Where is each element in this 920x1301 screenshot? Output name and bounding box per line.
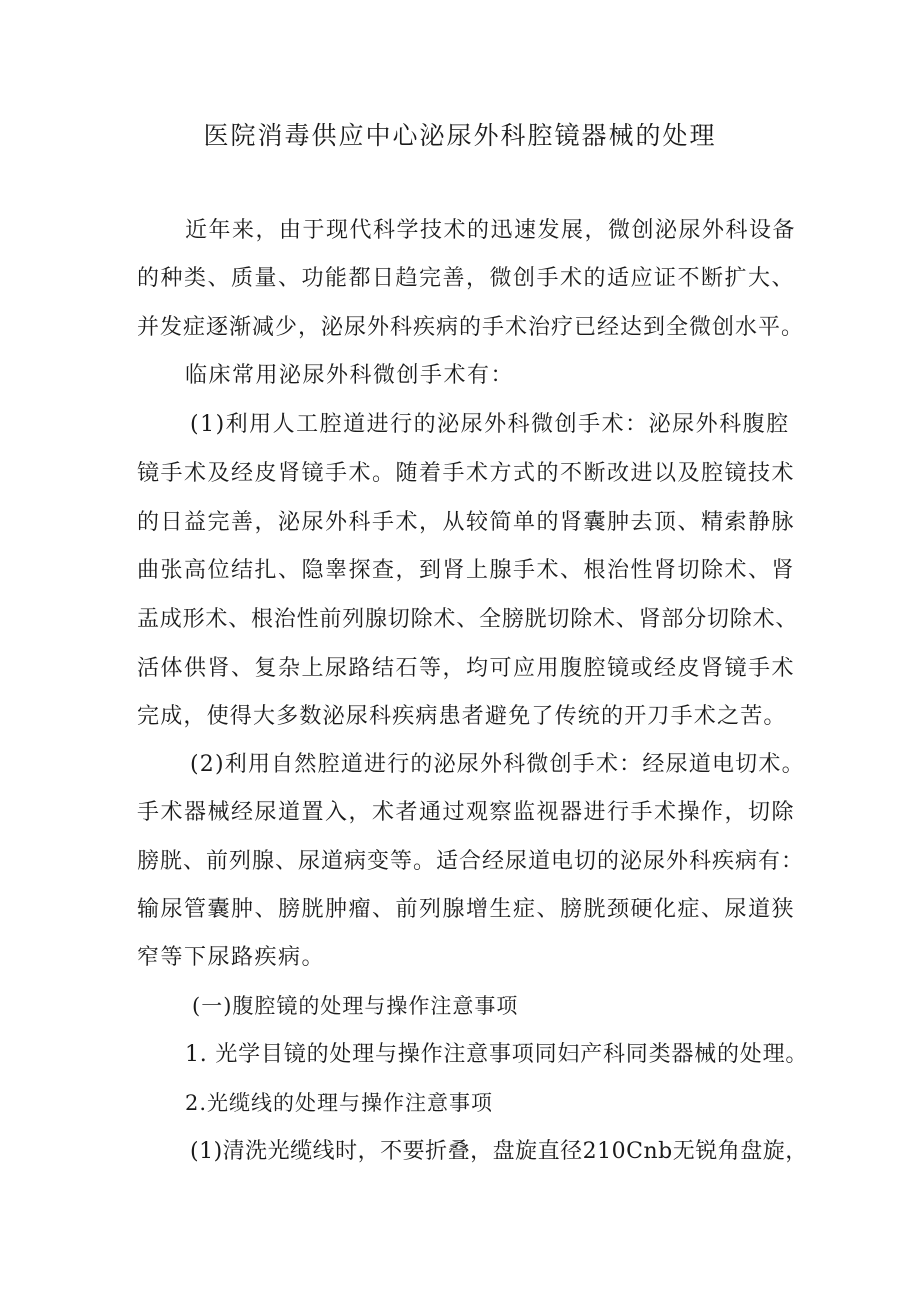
section-heading: (一)腹腔镜的处理与操作注意事项 xyxy=(192,994,519,1018)
subsection-heading: 2.光缆线的处理与操作注意事项 xyxy=(185,1091,494,1115)
paragraph-line: 曲张高位结扎、隐睾探查，到肾上腺手术、根治性肾切除术、肾 xyxy=(137,558,796,583)
paragraph-line: 完成，使得大多数泌尿科疾病患者避免了传统的开刀手术之苦。 xyxy=(137,704,787,729)
list-item: 1. 光学目镜的处理与操作注意事项同妇产科同类器械的处理。 xyxy=(185,1042,809,1067)
paragraph-line: 输尿管囊肿、膀胱肿瘤、前列腺增生症、膀胱颈硬化症、尿道狭 xyxy=(137,897,796,922)
paragraph-line: 近年来，由于现代科学技术的迅速发展，微创泌尿外科设备 xyxy=(185,218,797,243)
paragraph-line: 盂成形术、根治性前列腺切除术、全膀胱切除术、肾部分切除术、 xyxy=(137,607,799,632)
document-title: 医院消毒供应中心泌尿外科腔镜器械的处理 xyxy=(203,121,717,150)
paragraph-line: 活体供肾、复杂上尿路结石等，均可应用腹腔镜或经皮肾镜手术 xyxy=(137,656,796,681)
paragraph-line: 的日益完善，泌尿外科手术，从较简单的肾囊肿去顶、精索静脉 xyxy=(137,510,796,535)
paragraph-line: 临床常用泌尿外科微创手术有： xyxy=(185,363,515,388)
paragraph-line: 膀胱、前列腺、尿道病变等。适合经尿道电切的泌尿外科疾病有： xyxy=(137,849,805,874)
paragraph-line: 并发症逐渐减少，泌尿外科疾病的手术治疗已经达到全微创水平。 xyxy=(137,315,805,340)
paragraph-line: (1)利用人工腔道进行的泌尿外科微创手术：泌尿外科腹腔 xyxy=(190,412,790,437)
paragraph-line: 镜手术及经皮肾镜手术。随着手术方式的不断改进以及腔镜技术 xyxy=(137,461,796,486)
paragraph-line: 的种类、质量、功能都日趋完善，微创手术的适应证不断扩大、 xyxy=(137,266,796,291)
paragraph-line: 手术器械经尿道置入，术者通过观察监视器进行手术操作，切除 xyxy=(137,800,796,825)
paragraph-line: 窄等下尿路疾病。 xyxy=(137,945,326,970)
paragraph-line: (2)利用自然腔道进行的泌尿外科微创手术：经尿道电切术。 xyxy=(190,752,805,777)
paragraph-line: (1)清洗光缆线时，不要折叠，盘旋直径210Cnb无锐角盘旋， xyxy=(190,1139,808,1164)
